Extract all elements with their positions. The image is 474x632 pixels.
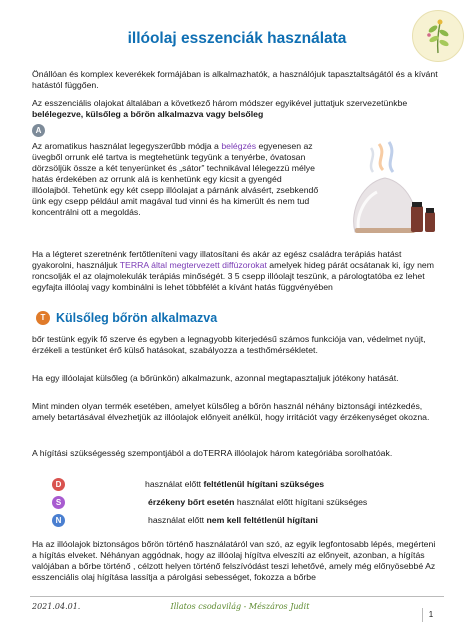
page-title: illóolaj esszenciák használata [127, 30, 347, 47]
diffuser-paragraph: Ha a légteret szeretnénk fertőtleníteni vagy illatosítani és akár az egész családra terápiás hatást gyakorolni, használjuk TERRA által megtervezett diffúzorokat amelyek hideg párát ocsátanak ki, így nem roncsolják el az olajmolekulák terápiás minőségét. 3 5 csepp illóolajt teszünk, a párologtatóba ez lehet egyfajta illóolaj vagy kombinálni is lehet többfélét a kívánt hatás függvényében [32, 249, 434, 292]
intro-paragraph-2: Az esszenciális olajokat általában a következő három módszer egyikével juttatjuk szervezetünkbe belélegezve, külsőleg a bőrön alkalmazva vagy belsőleg [32, 98, 408, 119]
skin-paragraph-3: Mint minden olyan termék esetében, amelyet külsőleg a bőrön használ néhány biztonsági intézkedés, amely betartásával élvezhetjük az illóolajok előnyeit anélkül, hogy irritációt vagy érzékenységet okozna. [32, 401, 430, 422]
footer-divider [30, 596, 444, 597]
badge-a-icon: A [32, 124, 45, 137]
footer-date: 2021.04.01. [32, 602, 81, 611]
diffuser-image [325, 140, 443, 240]
badge-n-icon: N [52, 514, 65, 527]
category-row-d: használat előtt feltétlenül hígítani szükséges [145, 479, 325, 489]
aroma-paragraph: Az aromatikus használat legegyszerűbb módja a belégzés egyenesen az üvegből orrunk elé tartva is megtehetünk tegyünk a tenyérbe, óvatosan dörzsöljük össze a két tenyerünket és „sátor” technikával lélegezzü mélye hatás érdekében az orrunk alá is kenhetünk egy kicsit a gyengéd illóolajból. Tehetünk egy két csepp illóolajat a párnánk alvásért, zsebkendő ünk egy csepp például amit magával tud vinni és ha kimerült és nem tud koncentrálni ott a megoldás. [32, 141, 319, 217]
section-heading-topical: Külsőleg bőrön alkalmazva [56, 311, 218, 325]
safety-paragraph: Ha az illóolajok biztonságos bőrön történő használatáról van szó, az egyik legfontosabb lépés, megérteni a hígítás elveket. Néhányan aggódnak, hogy az illóolaj hígítva elveszíti az előnyeit, azonban, a hígítás valójában a bőrbe történő , célzott helyen történő felszívódást teszi lehetővé, amely még előnyösebbé Az esszenciális olaj hígítása lassítja a párolgási sebességet, fokozza a bőrbe [32, 539, 436, 582]
page-number: 1 [422, 608, 439, 622]
category-row-s: érzékeny bőrt esetén használat előtt hígítani szükséges [148, 497, 368, 507]
badge-s-icon: S [52, 496, 65, 509]
skin-paragraph-4: A hígítási szükségesség szempontjából a doTERRA illóolajok három kategóriába sorolhatóak. [32, 448, 393, 458]
skin-paragraph-2: Ha egy illóolajat külsőleg (a bőrünkön) alkalmazunk, azonnal megtapasztaljuk jótékony hatását. [32, 373, 399, 383]
badge-d-icon: D [52, 478, 65, 491]
footer-author: Illatos csodavilág - Mészáros Judit [170, 602, 310, 611]
skin-paragraph-1: bőr testünk egyik fő szerve és egyben a legnagyobb kiterjedésű számos funkciója van, védelmet nyújt, érzékeli a testünket érő külső hatásokat, szabályozza a testhőmérsékletet. [32, 334, 426, 355]
intro-paragraph-1: Önállóan és komplex keverékek formájában is alkalmazhatók, a használójuk tapasztaltságától és a kívánt hatástól függően. [32, 69, 438, 90]
category-row-n: használat előtt nem kell feltétlenül hígítani [148, 515, 318, 525]
badge-t-icon: T [36, 311, 50, 325]
